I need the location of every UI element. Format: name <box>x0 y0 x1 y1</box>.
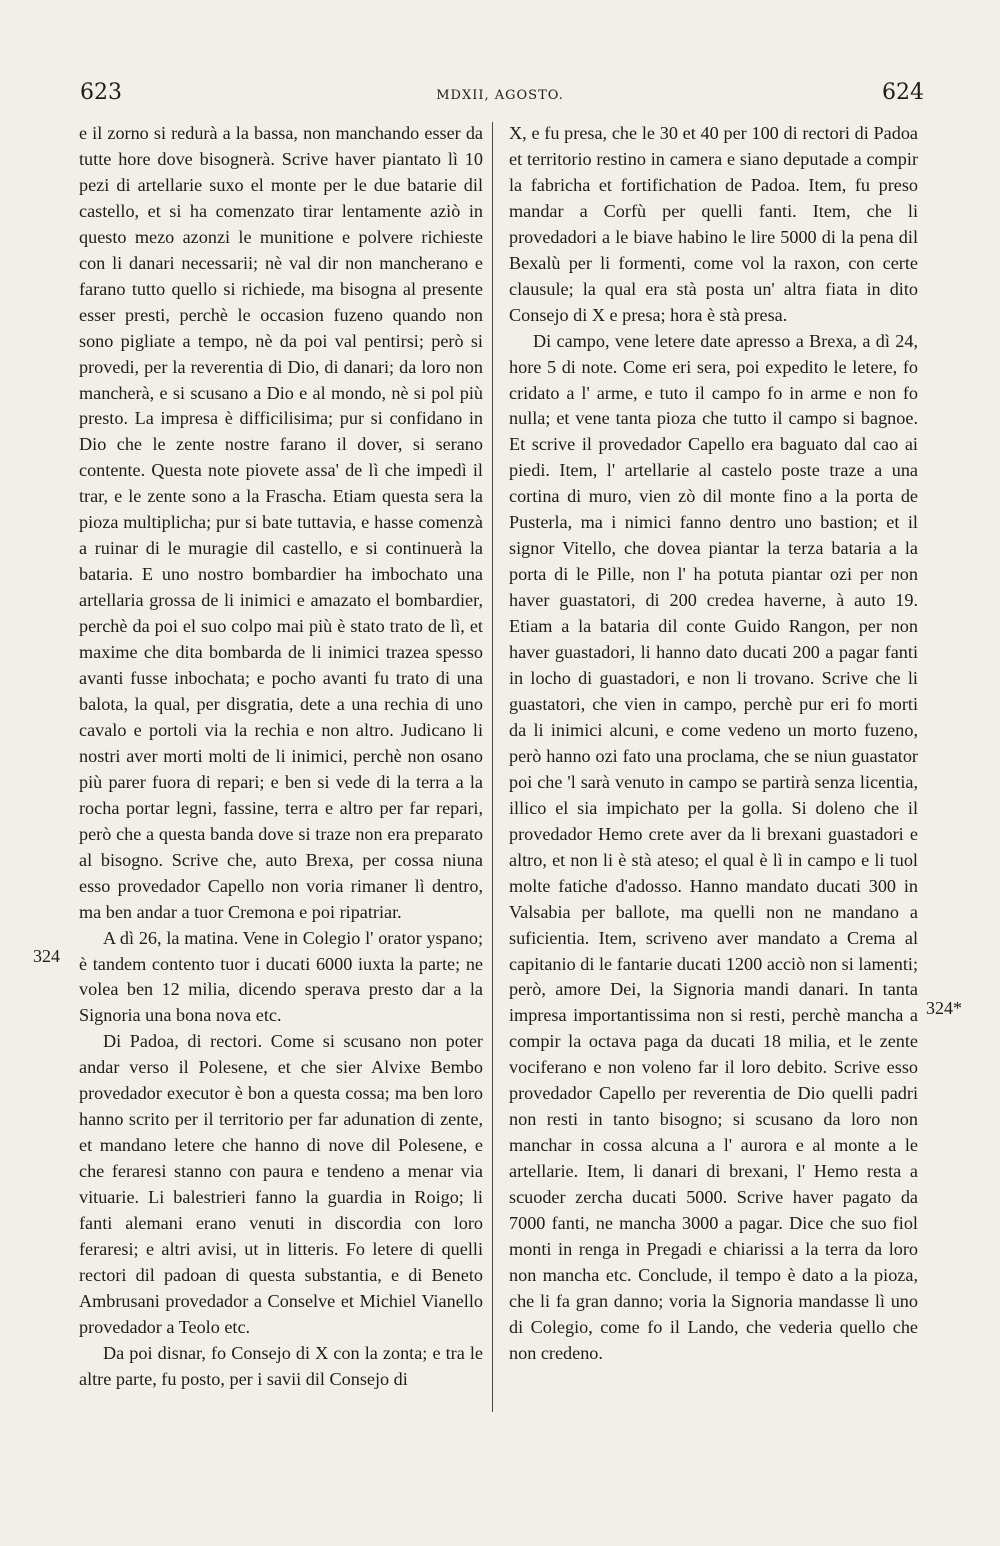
paragraph: A dì 26, la matina. Vene in Colegio l' orator yspano; è tandem contento tuor i ducati 6000 iuxta la parte; ne volea ben 12 milia, dicendo sperava presto dar a la Signoria una bona nova etc. <box>79 927 483 1026</box>
paragraph: Di campo, vene letere date apresso a Brexa, a dì 24, hore 5 di note. Come eri sera, poi expedito le letere, fo cridato a l' arme, e tuto il campo fo in arme e non fo nulla; et vene tanta pioza che tutto il campo si bagnoe. Et scrive il provedador Capello era baguato dal cao ai piedi. Item, l' artellarie al castelo poste traze a una cortina di muro, vien zò dil monte fino a la porta de Pusterla, ma i nimici fanno dentro uno bastion; et il signor Vitello, che dovea piantar la terza bataria a la porta di le Pille, non l' ha potuta piantar ozi per non haver guastatori, di 200 credea haverne, à auto 19. Etiam a la bataria dil conte Guido Rangon, per non haver guastadori, li hanno dato ducati 200 a pagar fanti in locho di guastadori, e non li trovano. Scrive che li guastatori, che vien in campo, perchè pur eri fo morti da li inimici alcuni, e come vedeno un morto fuzeno, però hanno ozi fato una proclama, che se niun guastator poi che 'l sarà venuto in campo se partirà senza licentia, illico el sia impichato per la golla. Si doleno che il provedador Hemo crete aver da li brexani guastadori e altro, et non li è stà ateso; el qual è lì in campo e li tuol molte fatiche d'adosso. Hanno mandato ducati 300 in Valsabia per ballote, ma quelli non ne mandano a suficientia. Item, scriveno aver mandato a Crema al capitanio di le fantarie ducati 1200 acciò non si lamenti; però, amore Dei, la Signoria mandi danari. In tanta impresa importantissima non si resti, perchè mancha a compir la octava paga da ducati 18 milia, et le zente vociferano e non voleno far il loro debito. Scrive esso provedador Capello per reverentia de Dio quelli padri non resti in tanto bisogno; si scusano da loro non manchar in cossa alcuna a l' aurora e al monte a le artellarie. Item, li danari di brexani, l' Hemo resta a scuoder zercha ducati 5000. Scrive haver pagato da 7000 fanti, ne mancha 3000 a pagar. Dice che suo fiol monti in renga in Pregadi e chiarissi a la terra da loro non mancha etc. Conclude, il tempo è dato a la pioza, che li fa gran danno; voria la Signoria mandasse lì uno di Colegio, come fo il Lando, che vederia quello che non credeno. <box>509 330 918 1363</box>
column-divider <box>492 122 493 1412</box>
paragraph: e il zorno si redurà a la bassa, non manchando esser da tutte hore dove bisognerà. Scrive haver piantato lì 10 pezi di artellarie suxo el monte per le due batarie dil castello, et si ha comenzato tirar lentamente aziò in questo mezo azonzi le munitione e polvere richieste con li danari necessarii; nè val dir non mancherano e farano tutto quello si richiede, ma bisogna al presente esser presti, perchè le occasion fuzeno quando non sono pigliate a tempo, nè da poi val pentirsi; però si provedi, per la reverentia di Dio, di danari; da loro non mancherà, e si scusano a Dio e al mondo, nè si pol più presto. La impresa è difficilisima; pur si confidano in Dio che le zente nostre farano il dover, si serano contente. Questa note piovete assa' de lì che impedì il trar, e le zente sono a la Frascha. Etiam questa sera la pioza multiplicha; pur si bate tuttavia, e hasse comenzà a ruinar di le muragie dil castello, e si continuerà la bataria. E uno nostro bombardier ha imbochato una artellaria grossa de li inimici e amazato el bombardier, perchè da poi el suo colpo mai più è stato trato de lì, et maxime che dita bombarda de li inimici trazea spesso avanti fusse inbochata; e pocho avanti fu trato di una balota, la qual, per disgratia, dete a una rechia di uno cavalo e portoli via la rechia e non altro. Judicano li nostri aver morti molti de li inimici, perchè non osano più parer fuora di repari; e ben si vede di la terra a la rocha portar legni, fassine, terra e altro per far repari, però che a questa banda dove si traze non era preparato al bisogno. Scrive che, auto Brexa, per cossa niuna esso provedador Capello non voria rimaner lì dentro, ma ben andar a tuor Cremona e poi ripatriar. <box>79 123 483 922</box>
page-header <box>0 80 1000 110</box>
margin-number-right: 324* <box>926 998 962 1018</box>
paragraph: Di Padoa, di rectori. Come si scusano non poter andar verso il Polesene, et che sier Alvixe Bembo provedador executor è bon a questa cossa; ma ben loro hanno scrito per il territorio per far adunation di zente, et mandano letere che hanno di nove dil Polesene, e che feraresi stanno con paura e tendeno a menar via vituarie. Li balestrieri fanno la guardia in Roigo; li fanti alemani erano venuti in discordia con loro feraresi; e altri avisi, ut in litteris. Fo letere di quelli rectori dil padoan di questa substantia, e di Beneto Ambrusani provedador a Conselve et Michiel Vianello provedador a Teolo etc. <box>79 1031 483 1337</box>
paragraph: Da poi disnar, fo Consejo di X con la zonta; e tra le altre parte, fu posto, per i savii dil Consejo di <box>79 1342 483 1389</box>
right-column <box>509 121 918 1367</box>
page-number-left: 623 <box>80 80 122 105</box>
left-column <box>79 121 483 1393</box>
running-title: MDXII, AGOSTO. <box>436 88 564 103</box>
margin-number-left: 324 <box>33 946 60 966</box>
paragraph: X, e fu presa, che le 30 et 40 per 100 di rectori di Padoa et territorio restino in camera e siano deputade a compir la fabricha et fortifichation de Padoa. Item, fu preso mandar a Corfù per quelli fanti. Item, che li provedadori a le biave habino le lire 5000 di la pena dil Bexalù per li formenti, come vol la raxon, con certe clausule; la qual era stà posta un' altra fiata in dito Consejo di X e presa; hora è stà presa. <box>509 123 918 325</box>
page-number-right: 624 <box>882 80 924 105</box>
